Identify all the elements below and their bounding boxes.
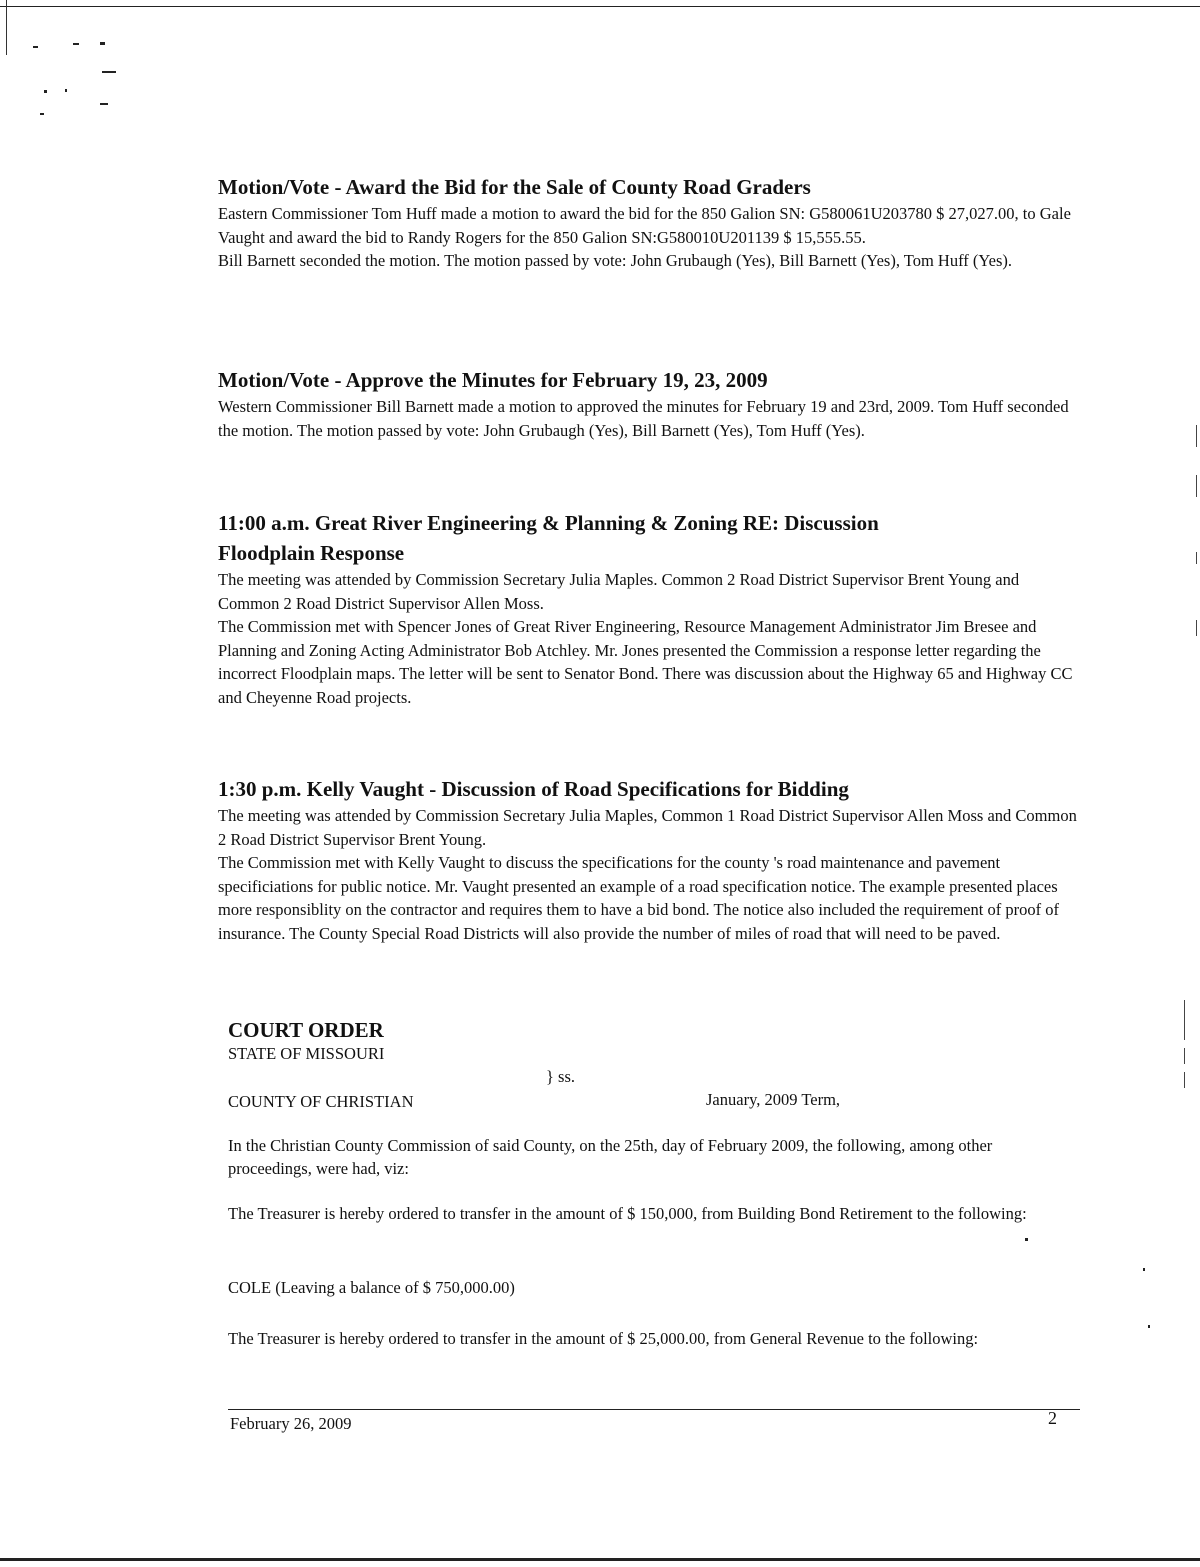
scan-edge-mark — [1196, 620, 1197, 636]
section-paragraph: Eastern Commissioner Tom Huff made a motion to award the bid for the 850 Galion SN: G580061U203780 $ 27,027.00, to Gale Vaught and award the bid to Randy Rogers for the 850 Galion SN:G580010U201139 $ 15,555.55. — [218, 204, 1071, 247]
scan-speck — [1148, 1325, 1150, 1328]
court-order-county: COUNTY OF CHRISTIAN — [228, 1092, 414, 1111]
section-paragraph: The meeting was attended by Commission Secretary Julia Maples. Common 2 Road District Supervisor Brent Young and Common 2 Road District Supervisor Allen Moss. — [218, 570, 1020, 613]
section-heading: Motion/Vote - Approve the Minutes for February 19, 23, 2009 — [218, 368, 768, 392]
scan-speck — [1143, 1268, 1145, 1271]
kelly-vaught-section — [218, 774, 1078, 945]
section-paragraph: The Commission met with Spencer Jones of Great River Engineering, Resource Management Administrator Jim Bresee and Planning and Zoning Acting Administrator Bob Atchley. Mr. Jones presented the Commission a response letter regarding the incorrect Floodplain maps. The letter will be sent to Senator Bond. There was discussion about the Highway 65 and Highway CC and Cheyenne Road projects. — [218, 617, 1073, 707]
court-order-transfer-1: The Treasurer is hereby ordered to transfer in the amount of $ 150,000, from Building Bond Retirement to the following: — [228, 1204, 1027, 1223]
scan-edge-mark — [1184, 1048, 1185, 1064]
scan-speck — [100, 103, 108, 105]
scan-edge-mark — [1196, 552, 1197, 564]
scan-edge-mark — [1196, 475, 1197, 497]
court-order-intro: In the Christian County Commission of said County, on the 25th, day of February 2009, the following, among other proceedings, were had, viz: — [228, 1136, 993, 1178]
court-order-ss: } ss. — [546, 1067, 576, 1086]
section-heading: 11:00 a.m. Great River Engineering & Planning & Zoning RE: Discussion Floodplain Response — [218, 511, 879, 565]
motion-approve-minutes-section — [218, 365, 1078, 442]
section-heading: 1:30 p.m. Kelly Vaught - Discussion of Road Specifications for Bidding — [218, 777, 849, 801]
scan-border-bottom — [0, 1558, 1200, 1561]
scan-speck — [102, 71, 116, 73]
court-order-cole: COLE (Leaving a balance of $ 750,000.00) — [228, 1278, 515, 1297]
scan-edge-mark — [1196, 425, 1197, 447]
court-order-state: STATE OF MISSOURI — [228, 1044, 385, 1063]
section-paragraph: The meeting was attended by Commission Secretary Julia Maples, Common 1 Road District Supervisor Allen Moss and Common 2 Road District Supervisor Brent Young. — [218, 806, 1077, 849]
court-order-term: January, 2009 Term, — [706, 1090, 841, 1109]
scan-speck — [40, 113, 44, 115]
scan-border-top — [0, 6, 1200, 7]
section-paragraph: Bill Barnett seconded the motion. The motion passed by vote: John Grubaugh (Yes), Bill Barnett (Yes), Tom Huff (Yes). — [218, 251, 1013, 270]
footer-rule — [228, 1409, 1080, 1410]
scan-border-left — [6, 0, 7, 55]
scan-speck — [44, 90, 47, 93]
court-order-title: COURT ORDER — [228, 1018, 384, 1042]
motion-award-bid-section — [218, 172, 1078, 273]
scan-edge-mark — [1184, 1072, 1185, 1088]
court-order-transfer-2: The Treasurer is hereby ordered to transfer in the amount of $ 25,000.00, from General Revenue to the following: — [228, 1329, 979, 1348]
scan-speck — [33, 46, 38, 48]
footer-date: February 26, 2009 — [230, 1414, 352, 1433]
scan-speck — [65, 89, 67, 92]
scan-edge-mark — [1184, 1000, 1185, 1040]
scan-speck — [73, 43, 79, 45]
page-number: 2 — [1048, 1408, 1057, 1428]
section-paragraph: The Commission met with Kelly Vaught to discuss the specifications for the county 's road maintenance and pavement specificiations for public notice. Mr. Vaught presented an example of a road specification notice. The example presented places more responsiblity on the contractor and requires them to have a bid bond. The notice also included the requirement of proof of insurance. The County Special Road Districts will also provide the number of miles of road that will need to be paved. — [218, 853, 1059, 943]
great-river-engineering-section — [218, 508, 1073, 709]
scan-speck — [100, 42, 105, 45]
section-heading: Motion/Vote - Award the Bid for the Sale of County Road Graders — [218, 175, 811, 199]
section-paragraph: Western Commissioner Bill Barnett made a motion to approved the minutes for February 19 and 23rd, 2009. Tom Huff seconded the motion. The motion passed by vote: John Grubaugh (Yes), Bill Barnett (Yes), Tom Huff (Yes). — [218, 397, 1069, 440]
court-order-section — [228, 1017, 1078, 1377]
